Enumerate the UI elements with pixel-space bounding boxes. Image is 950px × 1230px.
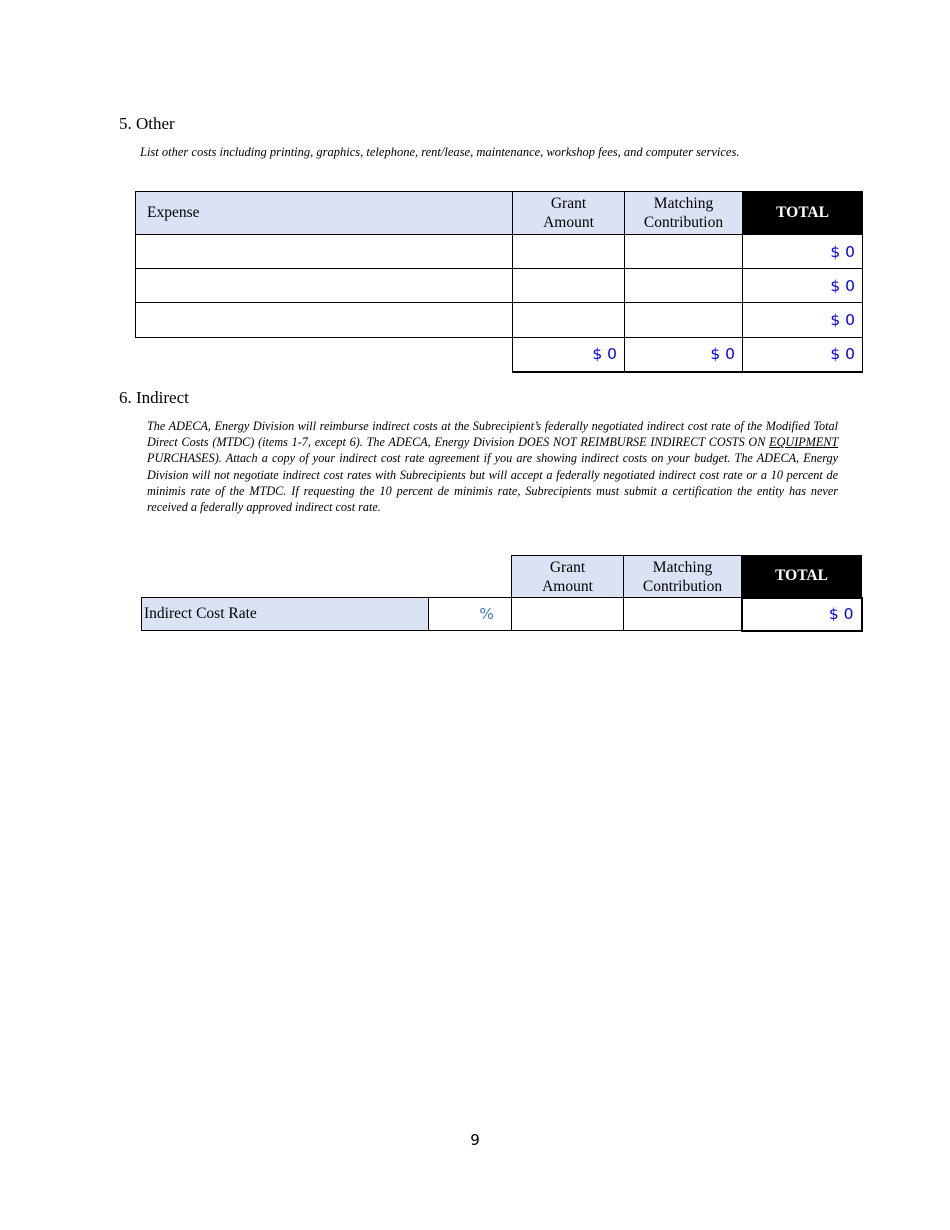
page-number: 9 — [470, 1131, 480, 1149]
totals-row — [136, 338, 863, 372]
grand-total-value: $ 0 — [743, 338, 863, 372]
other-instructions: List other costs including printing, graphics, telephone, rent/lease, maintenance, workshop fees, and computer services. — [140, 145, 740, 159]
matching-header-line1: Matching — [652, 558, 713, 576]
totals-spacer — [136, 338, 513, 372]
matching-total-value: $ 0 — [625, 338, 743, 372]
table-row — [136, 303, 863, 338]
section-heading-other: 5. Other — [119, 114, 175, 133]
grant-total-value: $ 0 — [513, 338, 625, 372]
grant-amount-column-header — [512, 556, 624, 598]
matching-contribution-input[interactable] — [625, 269, 743, 303]
row-total-value: $ 0 — [743, 269, 863, 303]
grant-amount-input[interactable] — [512, 598, 624, 631]
grant-header-line2: Amount — [543, 214, 594, 231]
indirect-cost-rate-label: Indirect Cost Rate — [142, 598, 429, 631]
section-heading-indirect: 6. Indirect — [119, 388, 189, 407]
header-spacer — [142, 556, 512, 598]
matching-contribution-input[interactable] — [624, 598, 742, 631]
indirect-table-header-row — [142, 556, 862, 598]
indirect-paragraph — [147, 418, 838, 515]
other-table-header-row — [136, 192, 863, 235]
grant-header-line1: Grant — [550, 195, 587, 212]
grant-header-line2: Amount — [542, 577, 593, 595]
other-costs-table — [135, 191, 863, 373]
expense-input[interactable] — [136, 235, 513, 269]
equipment-underlined: EQUIPMENT — [769, 435, 838, 450]
indirect-rate-input[interactable]: % — [429, 598, 512, 631]
expense-input[interactable] — [136, 269, 513, 303]
matching-contribution-column-header — [624, 556, 742, 598]
row-total-value: $ 0 — [743, 303, 863, 338]
indirect-cost-row — [142, 598, 862, 631]
grant-header-line1: Grant — [549, 558, 586, 576]
row-total-value: $ 0 — [743, 235, 863, 269]
total-column-header: TOTAL — [742, 556, 862, 598]
matching-header-line1: Matching — [653, 195, 714, 212]
matching-contribution-column-header — [625, 192, 743, 235]
expense-input[interactable] — [136, 303, 513, 338]
indirect-cost-table — [141, 555, 863, 632]
matching-header-line2: Contribution — [642, 577, 723, 595]
grant-amount-column-header — [513, 192, 625, 235]
expense-column-header: Expense — [136, 192, 513, 235]
indirect-paragraph-text-2: PURCHASES). Attach a copy of your indirect cost rate agreement if you are showing indirect costs on your budget. The ADECA, Energy Division will not negotiate indirect cost rates with Subrecipients but will accept a federally negotiated indirect cost rate or a 10 percent de minimis rate of the MTDC. If requesting the 10 percent de minimis rate, Subrecipients must submit a certification the entity has never received a federally approved indirect cost rate. — [147, 451, 838, 515]
matching-contribution-input[interactable] — [625, 303, 743, 338]
matching-header-line2: Contribution — [643, 214, 724, 231]
matching-contribution-input[interactable] — [625, 235, 743, 269]
total-column-header: TOTAL — [743, 192, 863, 235]
grant-amount-input[interactable] — [513, 303, 625, 338]
grant-amount-input[interactable] — [513, 235, 625, 269]
indirect-total-value: $ 0 — [742, 598, 862, 631]
grant-amount-input[interactable] — [513, 269, 625, 303]
table-row — [136, 269, 863, 303]
indirect-paragraph-text-1: The ADECA, Energy Division will reimburse indirect costs at the Subrecipient’s federally negotiated indirect cost rate of the Modified Total Direct Costs (MTDC) (items 1-7, except 6). The ADECA, Energy Division DOES NOT REIMBURSE INDIRECT COSTS ON — [147, 419, 838, 450]
table-row — [136, 235, 863, 269]
